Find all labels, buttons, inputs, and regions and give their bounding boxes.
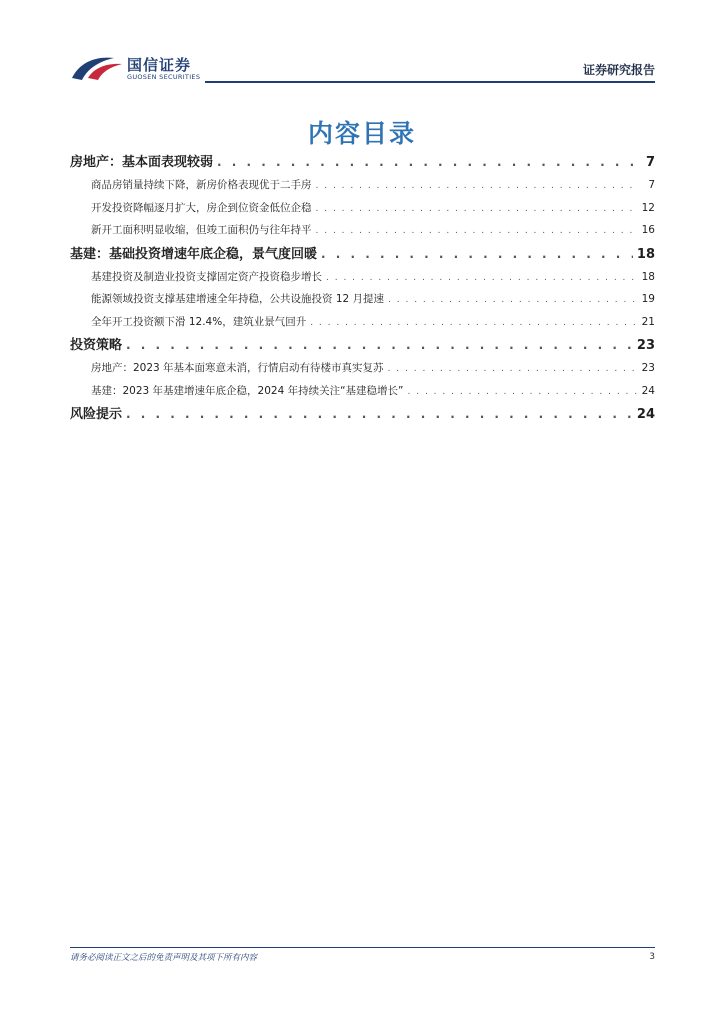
toc-subsection-entry[interactable] [70, 174, 655, 197]
toc-page-number: 24 [636, 407, 655, 422]
toc-dot-leader [217, 150, 637, 174]
toc-entry-title: 全年开工投资额下滑 12.4%，建筑业景气回升 [91, 315, 307, 328]
toc-subsection-entry[interactable] [70, 197, 655, 220]
toc-page-number: 23 [641, 362, 655, 374]
toc-dot-leader [408, 381, 638, 404]
toc-entry-title: 房地产：2023 年基本面寒意未消，行情启动有待楼市真实复苏 [91, 362, 384, 374]
toc-section-entry[interactable] [70, 402, 655, 426]
toc-page-number: 12 [641, 201, 655, 214]
toc-page-number: 24 [641, 384, 655, 397]
toc-page-number: 7 [645, 155, 655, 170]
toc-entry-title: 基建：2023 年基建增速年底企稳，2024 年持续关注“基建稳增长” [91, 384, 404, 397]
toc-dot-leader [316, 198, 638, 221]
toc-subsection-entry[interactable] [70, 357, 655, 380]
toc-page-number: 23 [636, 338, 655, 353]
header-divider [205, 81, 655, 83]
toc-page-number: 18 [636, 246, 655, 262]
toc-entry-title: 商品房销量持续下降，新房价格表现优于二手房 [91, 179, 312, 191]
toc-section-entry[interactable] [70, 242, 655, 266]
brand-name-en: GUOSEN SECURITIES [127, 73, 201, 81]
toc-entry-title: 房地产：基本面表现较弱 [70, 155, 214, 170]
toc-page-number: 16 [641, 224, 655, 236]
toc-entry-title: 投资策略 [70, 338, 123, 353]
toc-entry-title: 新开工面积明显收缩，但竣工面积仍与往年持平 [91, 224, 312, 236]
guosen-logo [70, 52, 201, 86]
toc-entry-title: 基建：基础投资增速年底企稳，景气度回暖 [70, 246, 318, 262]
toc-dot-leader [388, 358, 637, 381]
footer-disclaimer: 请务必阅读正文之后的免责声明及其项下所有内容 [70, 953, 258, 963]
toc-dot-leader [321, 242, 633, 266]
toc-subsection-entry[interactable] [70, 380, 655, 403]
toc-dot-leader [126, 402, 633, 426]
toc-dot-leader [326, 267, 637, 290]
toc-entry-title: 基建投资及制造业投资支撑固定资产投资稳步增长 [91, 270, 322, 283]
brand-name-cn: 国信证券 [127, 56, 192, 74]
toc-entry-title: 开发投资降幅逐月扩大，房企到位资金低位企稳 [91, 201, 312, 214]
guosen-logo-icon [70, 52, 124, 82]
toc-subsection-entry[interactable] [70, 219, 655, 242]
toc-title: 内容目录 [307, 119, 416, 148]
toc-dot-leader [316, 220, 638, 243]
footer-divider [70, 947, 655, 948]
toc-dot-leader [126, 333, 633, 357]
toc-section-entry[interactable] [70, 333, 655, 357]
toc-section-entry[interactable] [70, 150, 655, 174]
toc-entry-title: 风险提示 [70, 407, 123, 422]
report-type-label: 证券研究报告 [582, 63, 655, 77]
toc-dot-leader [316, 175, 638, 198]
toc-subsection-entry[interactable] [70, 288, 655, 311]
toc-page-number: 21 [641, 315, 655, 328]
page-header [0, 0, 724, 90]
table-of-contents [70, 150, 655, 426]
toc-dot-leader [310, 312, 637, 335]
toc-page-number: 19 [641, 293, 655, 305]
toc-dot-leader [388, 289, 637, 312]
toc-entry-title: 能源领域投资支撑基建增速全年持稳，公共设施投资 12 月提速 [91, 293, 385, 305]
toc-subsection-entry[interactable] [70, 266, 655, 289]
page-number: 3 [649, 952, 655, 962]
toc-page-number: 18 [641, 270, 655, 283]
toc-subsection-entry[interactable] [70, 311, 655, 334]
toc-page-number: 7 [648, 179, 655, 191]
